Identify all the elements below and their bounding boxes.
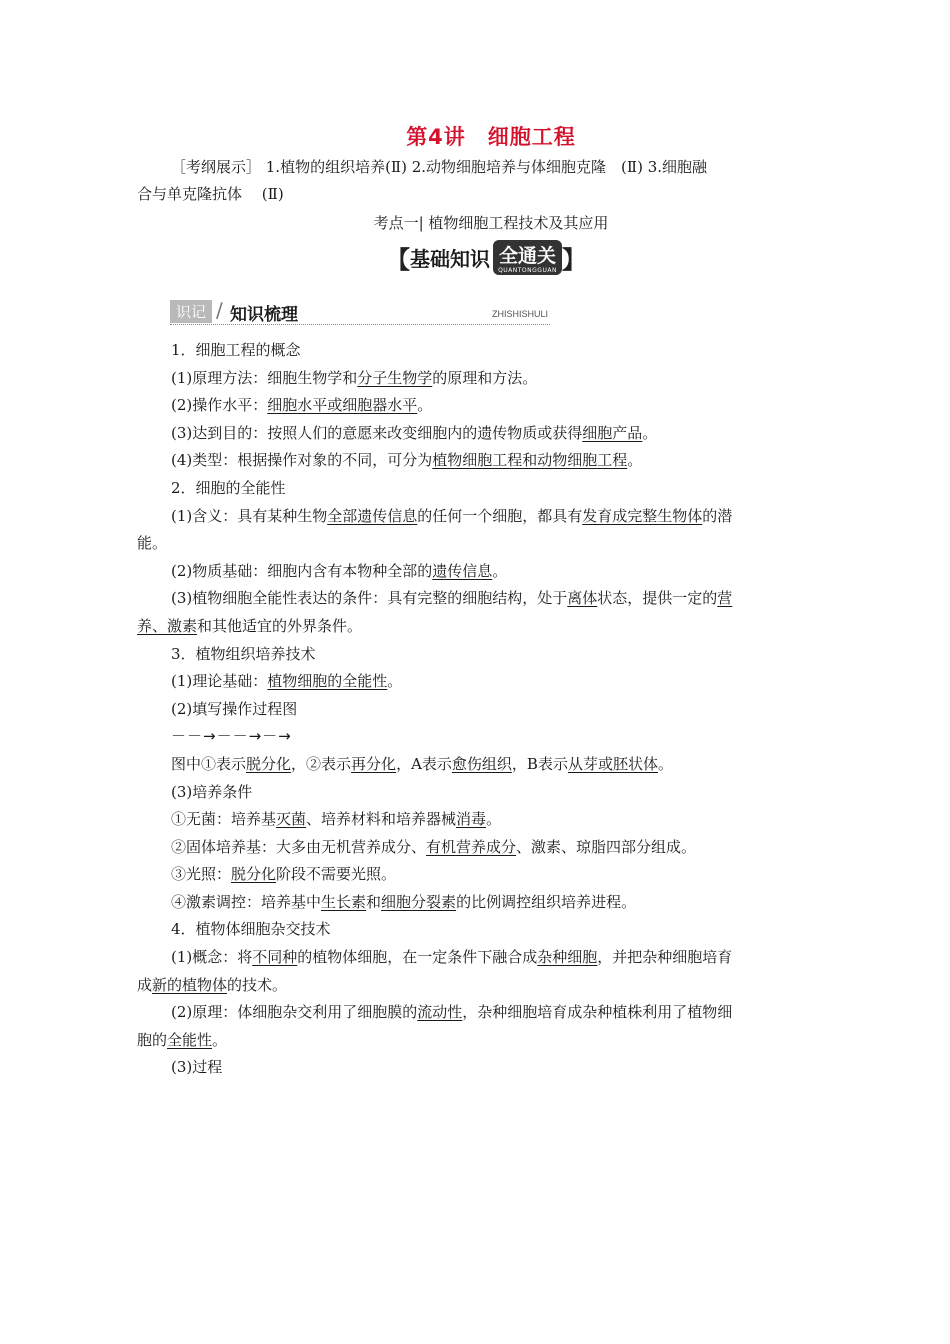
text: 的技术。 xyxy=(227,975,288,994)
answer-blank: 细胞水平或细胞器水平 xyxy=(267,396,418,415)
text: 的原理和方法。 xyxy=(432,368,538,387)
answer-blank: 植物细胞工程和动物细胞工程 xyxy=(432,451,628,470)
answer-blank: 遗传信息 xyxy=(432,561,493,580)
content-body xyxy=(137,337,817,1082)
text: 。 xyxy=(492,561,508,580)
paragraph xyxy=(137,558,817,586)
paragraph xyxy=(137,944,817,972)
text: 。 xyxy=(657,754,673,773)
text: 成 xyxy=(137,975,153,994)
text: (1)含义：具有某种生物 xyxy=(171,506,328,525)
basic-knowledge-banner xyxy=(386,240,586,274)
paragraph xyxy=(137,751,817,779)
heading-2: 2．细胞的全能性 xyxy=(171,478,286,497)
text: 和其他适宜的外界条件。 xyxy=(197,616,363,635)
text: (1)理论基础： xyxy=(171,672,268,691)
section-header xyxy=(170,298,550,325)
paragraph-continuation: 能。 xyxy=(137,534,168,553)
slash-icon: ∕ xyxy=(216,298,223,322)
text: (1)概念：将 xyxy=(171,948,253,967)
paragraph xyxy=(137,999,817,1027)
text: ④激素调控：培养基中 xyxy=(171,892,322,911)
text: 。 xyxy=(642,423,658,442)
paragraph xyxy=(137,806,817,834)
answer-blank: 新的植物体 xyxy=(152,975,228,994)
text: 、培养材料和培养器械 xyxy=(306,810,457,829)
answer-blank: 脱分化 xyxy=(231,865,277,884)
answer-blank: 生长素 xyxy=(321,892,367,911)
paragraph xyxy=(137,365,817,393)
text: ③光照： xyxy=(171,865,232,884)
answer-blank: 细胞产品 xyxy=(582,423,643,442)
answer-blank: 离体 xyxy=(567,589,598,608)
answer-blank: 愈伤组织 xyxy=(451,754,512,773)
text: ，杂种细胞培育成杂种植株利用了植物细 xyxy=(462,1003,733,1022)
answer-blank: 杂种细胞 xyxy=(537,948,598,967)
text: (2)原理：体细胞杂交利用了细胞膜的 xyxy=(171,1003,418,1022)
paragraph xyxy=(137,585,817,613)
banner-badge xyxy=(493,240,562,275)
text: 状态，提供一定的 xyxy=(597,589,718,608)
text: 、激素、琼脂四部分组成。 xyxy=(516,837,697,856)
text: ，②表示 xyxy=(291,754,352,773)
text: ②固体培养基：大多由无机营养成分、 xyxy=(171,837,427,856)
paragraph xyxy=(137,834,817,862)
answer-blank: 再分化 xyxy=(351,754,397,773)
text: 胞的 xyxy=(137,1030,168,1049)
paragraph xyxy=(137,392,817,420)
text: 。 xyxy=(486,810,502,829)
text: (3)植物细胞全能性表达的条件：具有完整的细胞结构，处于 xyxy=(171,589,568,608)
text: (1)原理方法：细胞生物学和 xyxy=(171,368,358,387)
paragraph xyxy=(137,668,817,696)
text: ，A表示 xyxy=(396,754,452,773)
process-arrows: －－→－－→－→ xyxy=(171,727,292,746)
text: 。 xyxy=(417,396,433,415)
syllabus-line-2: 合与单克隆抗体 (Ⅱ) xyxy=(137,185,284,203)
paragraph: (3)过程 xyxy=(171,1058,223,1077)
text: 和 xyxy=(366,892,382,911)
text: 的比例调控组织培养进程。 xyxy=(456,892,637,911)
paragraph: (2)填写操作过程图 xyxy=(171,699,298,718)
paragraph xyxy=(137,420,817,448)
syllabus xyxy=(137,154,817,208)
answer-blank: 全部遗传信息 xyxy=(327,506,418,525)
banner-badge-text: 全通关 xyxy=(499,244,557,267)
paragraph-continuation xyxy=(137,613,817,641)
heading-4: 4．植物体细胞杂交技术 xyxy=(171,920,331,939)
text: ，并把杂种细胞培育 xyxy=(597,948,733,967)
paragraph xyxy=(137,447,817,475)
text: (2)操作水平： xyxy=(171,396,268,415)
paragraph: (3)培养条件 xyxy=(171,782,253,801)
text: (3)达到目的：按照人们的意愿来改变细胞内的遗传物质或获得 xyxy=(171,423,583,442)
text: 阶段不需要光照。 xyxy=(276,865,397,884)
paragraph xyxy=(137,889,817,917)
bracket-left: 【 xyxy=(386,245,410,274)
text: 的植物体细胞，在一定条件下融合成 xyxy=(297,948,538,967)
text: 的任何一个细胞，都具有 xyxy=(417,506,583,525)
text: 。 xyxy=(387,672,403,691)
answer-blank: 营 xyxy=(717,589,733,608)
text: ①无菌：培养基 xyxy=(171,810,277,829)
answer-blank: 细胞分裂素 xyxy=(381,892,457,911)
section-pinyin: ZHISHISHULI xyxy=(491,309,548,319)
answer-blank: 有机营养成分 xyxy=(426,837,517,856)
answer-blank: 流动性 xyxy=(417,1003,463,1022)
paragraph-continuation xyxy=(137,1027,817,1055)
text: (2)物质基础：细胞内含有本物种全部的 xyxy=(171,561,433,580)
answer-blank: 不同种 xyxy=(252,948,298,967)
bracket-right: 】 xyxy=(562,245,587,274)
paragraph xyxy=(137,861,817,889)
answer-blank: 分子生物学 xyxy=(357,368,433,387)
section-name: 知识梳理 xyxy=(230,305,298,325)
answer-blank: 全能性 xyxy=(167,1030,213,1049)
paragraph-continuation xyxy=(137,972,817,1000)
answer-blank: 发育成完整生物体 xyxy=(582,506,703,525)
text: 。 xyxy=(212,1030,228,1049)
answer-blank: 植物细胞的全能性 xyxy=(267,672,388,691)
page-title: 第4讲 细胞工程 xyxy=(406,125,576,149)
text: (4)类型：根据操作对象的不同，可分为 xyxy=(171,451,433,470)
answer-blank: 从芽或胚状体 xyxy=(567,754,658,773)
answer-blank: 脱分化 xyxy=(246,754,292,773)
answer-blank: 消毒 xyxy=(456,810,487,829)
syllabus-line-1: ［考纲展示］ 1.植物的组织培养(Ⅱ) 2.动物细胞培养与体细胞克隆 (Ⅱ) 3.细胞融 xyxy=(171,158,708,176)
heading-1: 1．细胞工程的概念 xyxy=(171,341,301,359)
answer-blank: 养、激素 xyxy=(137,616,198,635)
banner-text: 基础知识 xyxy=(410,246,490,271)
answer-blank: 灭菌 xyxy=(276,810,307,829)
banner-badge-pinyin: QUANTONGGUAN xyxy=(498,266,557,274)
paragraph xyxy=(137,503,817,531)
exam-point-heading: 考点一| 植物细胞工程技术及其应用 xyxy=(373,214,609,232)
section-tag: 识记 xyxy=(170,300,212,323)
text: 。 xyxy=(627,451,643,470)
text: 图中①表示 xyxy=(171,754,247,773)
heading-3: 3．植物组织培养技术 xyxy=(171,644,316,663)
text: 的潜 xyxy=(702,506,733,525)
text: ，B表示 xyxy=(511,754,568,773)
